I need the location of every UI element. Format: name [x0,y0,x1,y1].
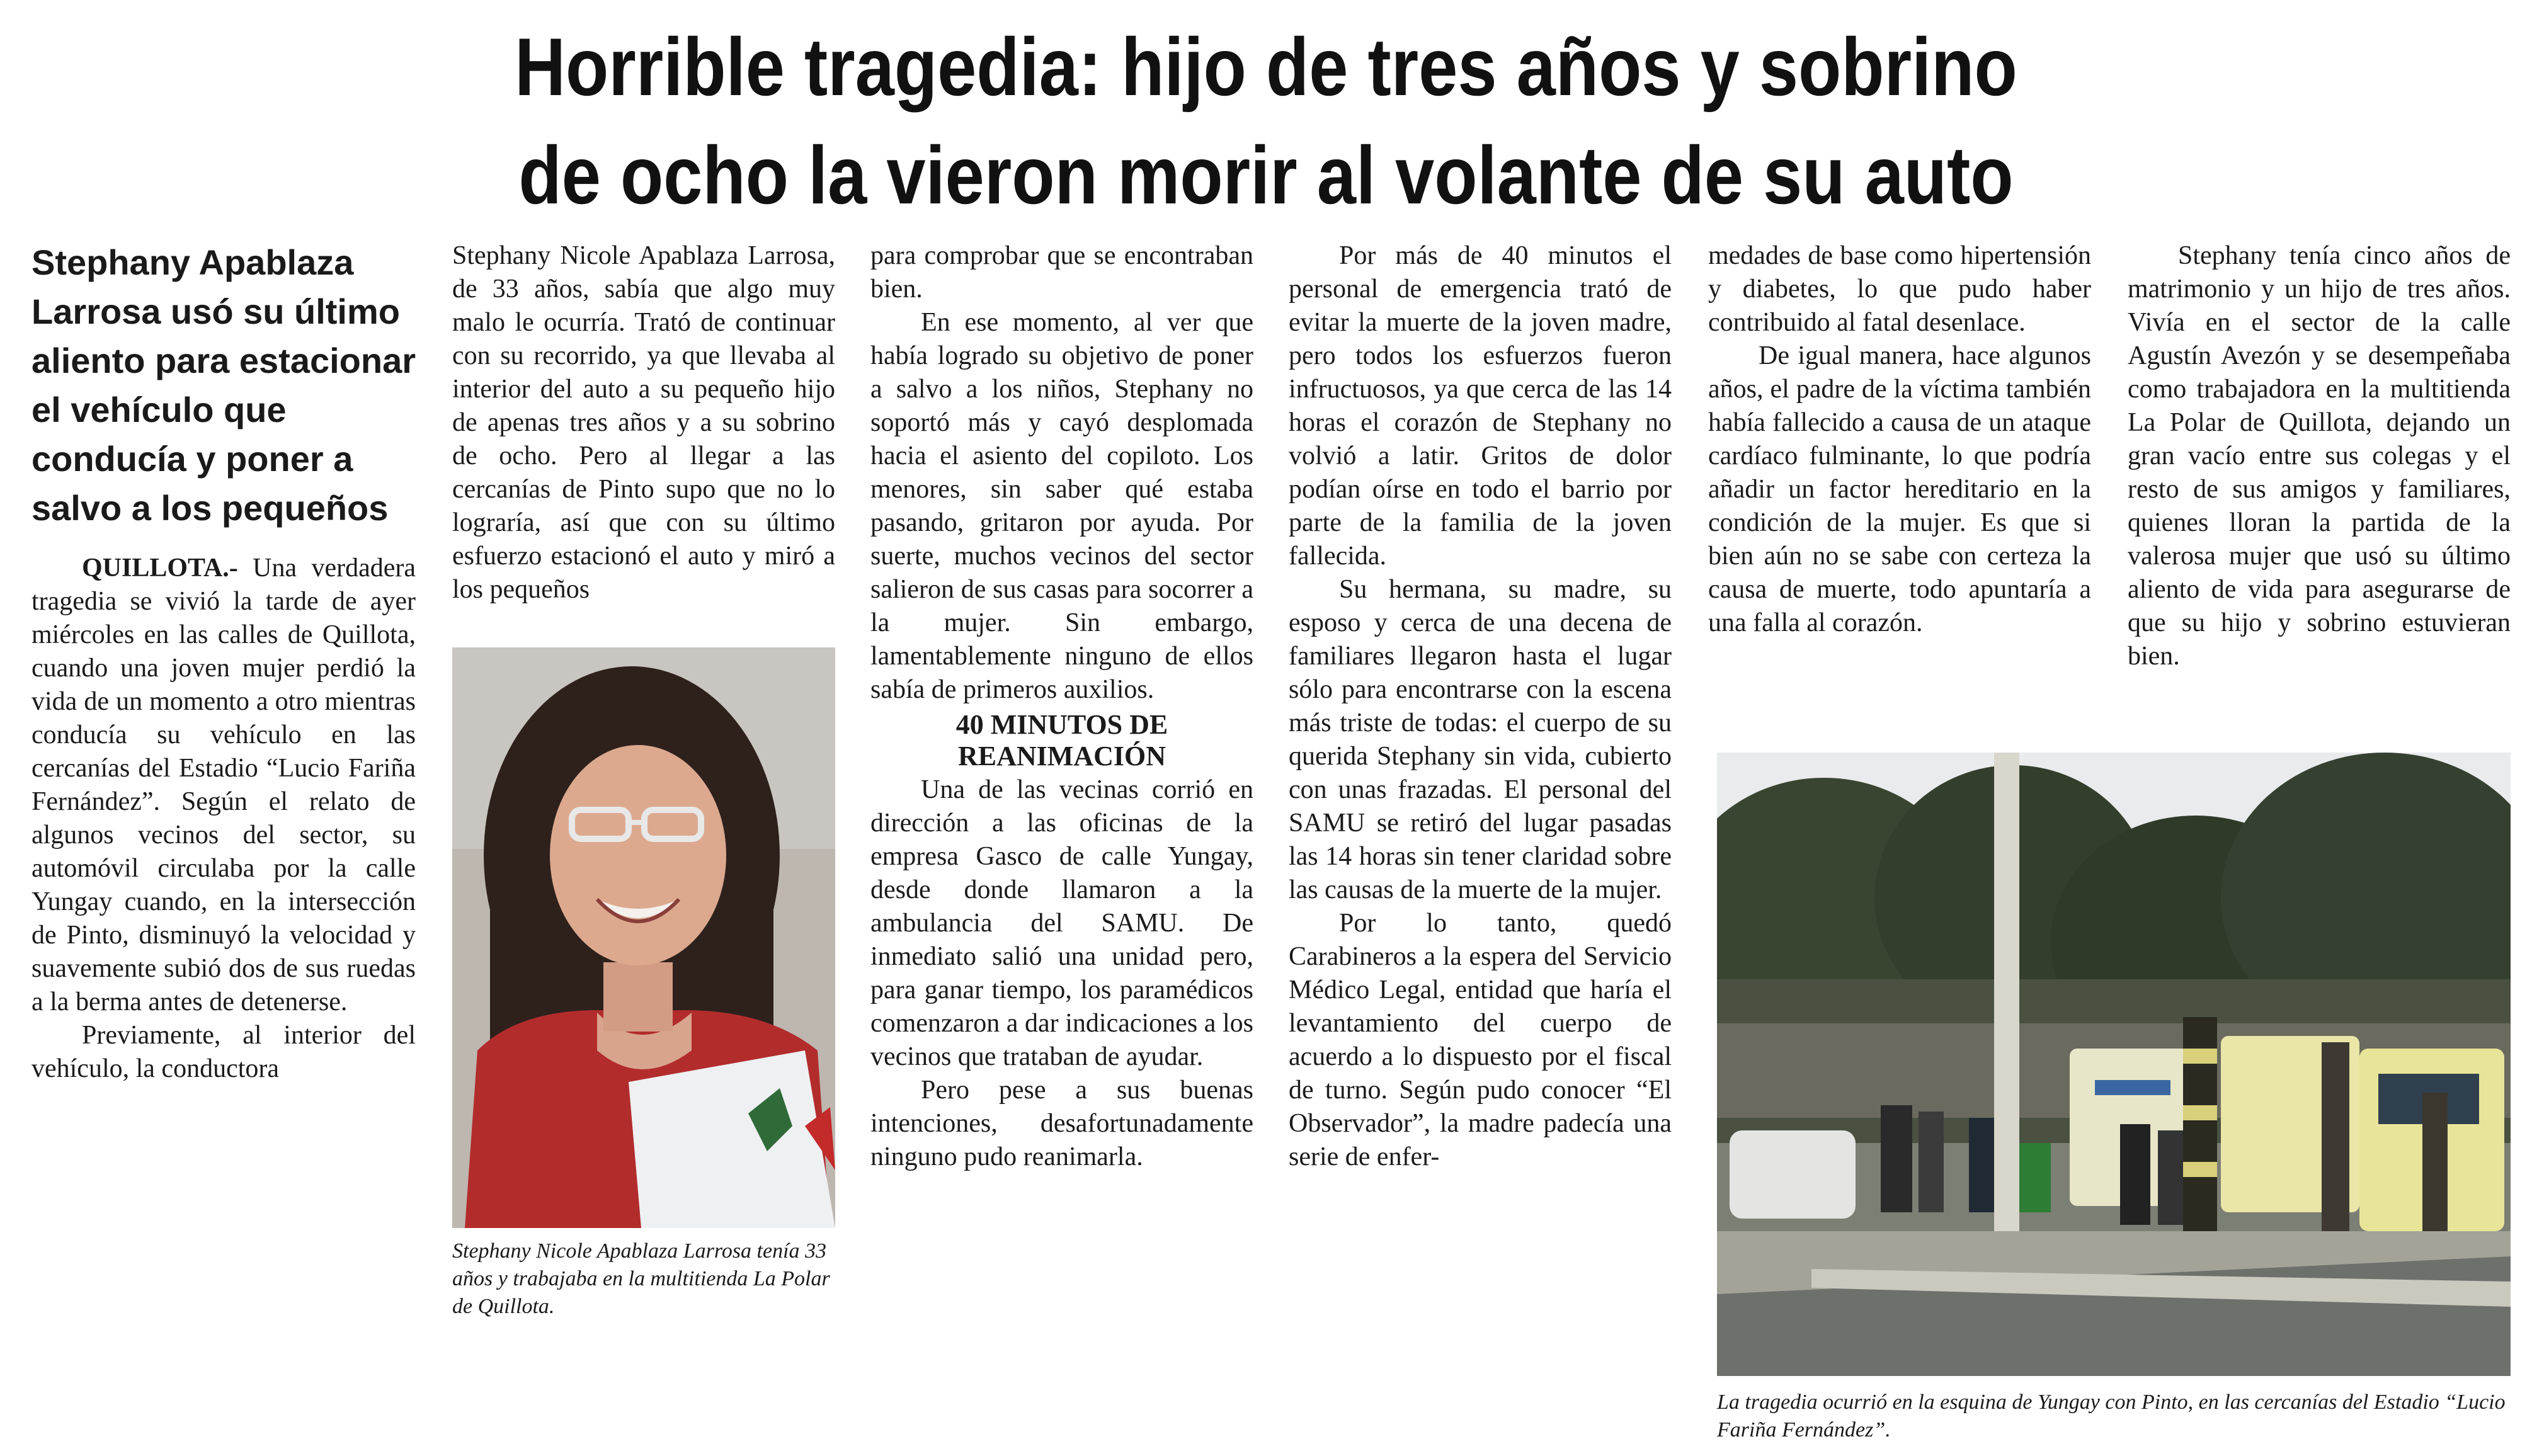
paragraph: Stephany tenía cinco años de matrimonio y un hijo de tres años. Vivía en el sector de la calle Agustín Avezón y se desempeñaba como trabajadora en la multitienda La Polar de Quillota, dejando un gran vacío entre sus colegas y el resto de sus amigos y familiares, quienes lloran la partida de la valerosa mujer que usó su último aliento de vida para asegurarse de que su hijo y sobrino estuvieran bien. [2128,241,2511,671]
column-6 [2128,239,2511,673]
paragraph: De igual manera, hace algunos años, el padre de la víctima también había fallecido a causa de un ataque cardíaco fulminante, lo que podría añadir un factor hereditario en la condición de la mujer. Es que si bien aún no se sabe con certeza la causa de muerte, todo apuntaría a una falla al corazón. [1708,341,2091,637]
subhead-line-2: REANIMACIÓN [958,741,1166,771]
column-5 [1708,239,2091,640]
paragraph: Previamente, al interior del vehículo, la conductora [31,1021,416,1083]
column-2 [452,239,835,606]
paragraph: Pero pese a sus buenas intenciones, desafortunadamente ninguno pudo reanimarla. [870,1076,1253,1171]
lead-paragraph-text: Una verdadera tragedia se vivió la tarde de ayer miércoles en las calles de Quillota, cuando una joven mujer perdió la vida de un momento a otro mientras conducía su vehículo en las cercanías del Estadio “Lucio Fariña Fernández”. Según el relato de algunos vecinos del sector, su automóvil circulaba por la calle Yungay cuando, en la intersección de Pinto, disminuyó la velocidad y suavemente subió dos de sus ruedas a la berma antes de detenerse. [31,554,416,1016]
paragraph: Por más de 40 minutos el personal de emergencia trató de evitar la muerte de la joven madre, pero todos los esfuerzos fueron infructuosos, ya que cerca de las 14 horas el corazón de Stephany no volvió a latir. Gritos de dolor podían oírse en todo el barrio por parte de la familia de la joven fallecida. [1289,241,1672,571]
headline-line-2: de ocho la vieron morir al volante de su auto [518,129,2014,221]
column-4 [1289,239,1672,1174]
lead-paragraph [31,552,416,1019]
scene-caption: La tragedia ocurrió en la esquina de Yungay con Pinto, en las cercanías del Estadio “Lucio Fariña Fernández”. [1717,1391,2506,1442]
dateline: QUILLOTA.- [82,554,238,583]
paragraph: En ese momento, al ver que había logrado su objetivo de poner a salvo a los niños, Stephany no soportó más y cayó desplomada hacia el asiento del copiloto. Los menores, sin saber qué estaba pasando, gritaron por ayuda. Por suerte, muchos vecinos del sector salieron de sus casas para socorrer a la mujer. Sin embargo, lamentablemente ninguno de ellos sabía de primeros auxilios. [870,308,1253,704]
kicker-summary: Stephany Apablaza Larrosa usó su último aliento para estacionar el vehículo que conducía y poner a salvo a los pequeños [31,242,416,528]
paragraph: para comprobar que se encontraban bien. [870,241,1253,304]
paragraph: medades de base como hipertensión y diabetes, lo que pudo haber contribuido al fatal desenlace. [1708,241,2091,337]
paragraph: Una de las vecinas corrió en dirección a las oficinas de la empresa Gasco de calle Yungay, desde donde llamaron a la ambulancia del SAMU. De inmediato salió una unidad pero, para ganar tiempo, los paramédicos comenzaron a dar indicaciones a los vecinos que trataban de ayudar. [870,775,1253,1071]
paragraph: Su hermana, su madre, su esposo y cerca de una decena de familiares llegaron hasta el lugar sólo para encontrarse con la escena más triste de todas: el cuerpo de su querida Stephany sin vida, cubierto con unas frazadas. El personal del SAMU se retiró del lugar pasadas las 14 horas sin tener claridad sobre las causas de la muerte de la mujer. [1289,575,1672,904]
section-subhead [870,709,1253,772]
subhead-line-1: 40 MINUTOS DE [955,709,1168,740]
portrait-caption: Stephany Nicole Apablaza Larrosa tenía 33 años y trabajaba en la multitienda La Polar de Quillota. [452,1239,830,1318]
scene-photo [1717,753,2511,1376]
paragraph: Stephany Nicole Apablaza Larrosa, de 33 años, sabía que algo muy malo le ocurría. Trató de continuar con su recorrido, ya que llevaba al interior del auto a su pequeño hijo de apenas tres años y a su sobrino de ocho. Pero al llegar a las cercanías de Pinto supo que no lo lograría, así que con su último esfuerzo estacionó el auto y miró a los pequeños [452,241,835,604]
column-1 [31,238,416,1086]
column-3 [870,239,1253,1174]
headline [177,13,2354,229]
headline-line-1: Horrible tragedia: hijo de tres años y sobrino [515,21,2017,113]
paragraph: Por lo tanto, quedó Carabineros a la espera del Servicio Médico Legal, entidad que haría el levantamiento del cuerpo de acuerdo a lo dispuesto por el fiscal de turno. Según pudo conocer “El Observador”, la madre padecía una serie de enfer- [1289,909,1672,1171]
portrait-photo [452,647,835,1228]
